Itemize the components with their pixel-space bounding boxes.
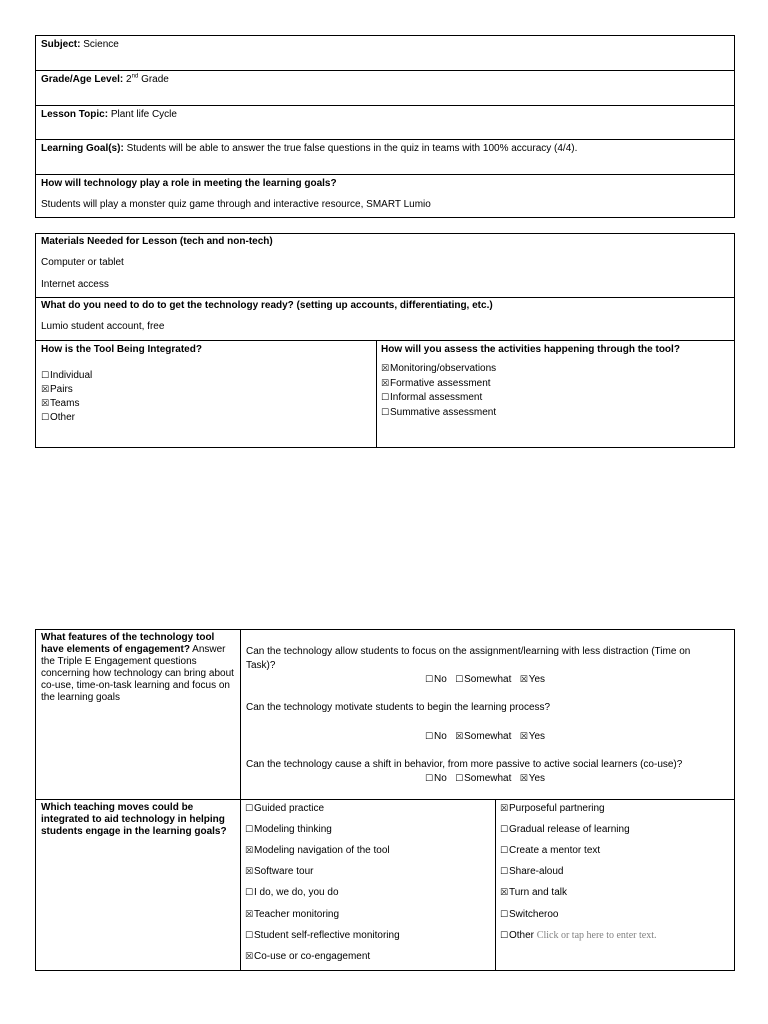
checkbox-icon[interactable]: ☐ xyxy=(425,675,434,685)
materials-label: Materials Needed for Lesson (tech and non-tech) xyxy=(41,236,273,247)
assess-label: How will you assess the activities happening through the tool? xyxy=(381,344,680,355)
checkbox-icon[interactable]: ☒ xyxy=(245,910,254,920)
assess-option[interactable]: ☐Informal assessment xyxy=(381,392,483,403)
grade-suffix: Grade xyxy=(141,74,169,85)
learning-goal-value: Students will be able to answer the true false questions in the quiz in teams with 100% accuracy (4/4). xyxy=(126,143,578,154)
integrated-option[interactable]: ☐Individual xyxy=(41,370,93,381)
grade-number: 2 xyxy=(126,74,132,85)
topic-row xyxy=(36,106,734,140)
checkbox-icon[interactable]: ☒ xyxy=(245,846,254,856)
assess-option[interactable]: ☒Formative assessment xyxy=(381,378,491,389)
materials-item: Internet access xyxy=(41,279,109,290)
checkbox-icon[interactable]: ☒ xyxy=(41,385,50,395)
engagement-table xyxy=(35,629,735,971)
question-2-answers: ☐No ☒Somewhat ☒Yes xyxy=(425,731,546,742)
checkbox-icon[interactable]: ☐ xyxy=(381,393,390,403)
checkbox-icon[interactable]: ☐ xyxy=(500,867,509,877)
checkbox-icon[interactable]: ☐ xyxy=(425,774,434,784)
other-text-field[interactable]: Click or tap here to enter text. xyxy=(536,930,657,941)
tech-role-row xyxy=(36,175,734,217)
lesson-info-table xyxy=(35,35,735,218)
move-option[interactable]: ☐Create a mentor text xyxy=(500,845,601,856)
checkbox-icon[interactable]: ☒ xyxy=(519,732,528,742)
grade-ordinal: nd xyxy=(131,73,139,80)
integrated-option[interactable]: ☒Teams xyxy=(41,398,80,409)
grade-label: Grade/Age Level: xyxy=(41,74,124,85)
tech-ready-value: Lumio student account, free xyxy=(41,321,165,332)
checkbox-icon[interactable]: ☐ xyxy=(455,675,464,685)
checkbox-icon[interactable]: ☐ xyxy=(500,846,509,856)
integrated-label: How is the Tool Being Integrated? xyxy=(41,344,202,355)
question-2: Can the technology motivate students to begin the learning process? xyxy=(246,702,551,713)
checkbox-icon[interactable]: ☒ xyxy=(245,867,254,877)
checkbox-icon[interactable]: ☐ xyxy=(500,825,509,835)
tech-role-label: How will technology play a role in meeting the learning goals? xyxy=(41,178,337,189)
move-option[interactable]: ☐Guided practice xyxy=(245,803,325,814)
move-option[interactable]: ☒Modeling navigation of the tool xyxy=(245,845,390,856)
checkbox-icon[interactable]: ☒ xyxy=(519,774,528,784)
move-option[interactable]: ☐Gradual release of learning xyxy=(500,824,630,835)
tech-ready-row xyxy=(36,298,734,341)
question-1-answers: ☐No ☐Somewhat ☒Yes xyxy=(425,674,546,685)
move-option-other[interactable]: ☐Other Click or tap here to enter text. xyxy=(500,930,657,941)
move-option[interactable]: ☐Modeling thinking xyxy=(245,824,332,835)
learning-goal-row xyxy=(36,140,734,175)
learning-goal-label: Learning Goal(s): xyxy=(41,143,124,154)
checkbox-icon[interactable]: ☐ xyxy=(245,804,254,814)
checkbox-icon[interactable]: ☐ xyxy=(41,413,50,423)
question-1-line1: Can the technology allow students to focus on the assignment/learning with less distraction (Time on xyxy=(246,646,691,657)
checkbox-icon[interactable]: ☒ xyxy=(245,952,254,962)
checkbox-icon[interactable]: ☐ xyxy=(455,774,464,784)
checkbox-icon[interactable]: ☐ xyxy=(500,931,509,941)
move-option[interactable]: ☐Share-aloud xyxy=(500,866,564,877)
grade-row xyxy=(36,71,734,106)
move-option[interactable]: ☒Software tour xyxy=(245,866,314,877)
tech-role-value: Students will play a monster quiz game through and interactive resource, SMART Lumio xyxy=(41,199,431,210)
question-1-line2: Task)? xyxy=(246,660,276,671)
checkbox-icon[interactable]: ☐ xyxy=(500,910,509,920)
subject-row xyxy=(36,36,734,71)
checkbox-icon[interactable]: ☒ xyxy=(381,364,390,374)
move-option[interactable]: ☒Co-use or co-engagement xyxy=(245,951,371,962)
checkbox-icon[interactable]: ☒ xyxy=(500,888,509,898)
subject-label: Subject: xyxy=(41,39,81,50)
topic-value: Plant life Cycle xyxy=(110,109,177,120)
engagement-title: What features of the technology tool have elements of engagement? xyxy=(41,632,215,655)
materials-row xyxy=(36,234,734,298)
integration-assessment-row xyxy=(36,341,734,447)
move-option[interactable]: ☐Student self-reflective monitoring xyxy=(245,930,400,941)
checkbox-icon[interactable]: ☐ xyxy=(41,371,50,381)
checkbox-icon[interactable]: ☒ xyxy=(519,675,528,685)
checkbox-icon[interactable]: ☒ xyxy=(41,399,50,409)
move-option[interactable]: ☒Purposeful partnering xyxy=(500,803,605,814)
integrated-option[interactable]: ☐Other xyxy=(41,412,76,423)
move-option[interactable]: ☐Switcheroo xyxy=(500,909,559,920)
move-option[interactable]: ☒Turn and talk xyxy=(500,887,567,898)
checkbox-icon[interactable]: ☒ xyxy=(381,379,390,389)
materials-item: Computer or tablet xyxy=(41,257,124,268)
engagement-instructions: Answer the Triple E Engagement questions concerning how technology can bring about co-use, time-on-task learning and focus on the learning goals xyxy=(41,644,234,703)
checkbox-icon[interactable]: ☒ xyxy=(500,804,509,814)
assess-option[interactable]: ☒Monitoring/observations xyxy=(381,363,497,374)
subject-value: Science xyxy=(83,39,119,50)
move-option[interactable]: ☒Teacher monitoring xyxy=(245,909,340,920)
checkbox-icon[interactable]: ☐ xyxy=(245,825,254,835)
checkbox-icon[interactable]: ☐ xyxy=(425,732,434,742)
checkbox-icon[interactable]: ☐ xyxy=(245,888,254,898)
checkbox-icon[interactable]: ☐ xyxy=(381,408,390,418)
materials-table xyxy=(35,233,735,448)
topic-label: Lesson Topic: xyxy=(41,109,109,120)
tech-ready-label: What do you need to do to get the technology ready? (setting up accounts, differentiating, etc.) xyxy=(41,300,493,311)
checkbox-icon[interactable]: ☒ xyxy=(455,732,464,742)
checkbox-icon[interactable]: ☐ xyxy=(245,931,254,941)
teaching-moves-title: Which teaching moves could be integrated to aid technology in helping students engage in the learning goals? xyxy=(41,802,227,837)
question-3: Can the technology cause a shift in behavior, from more passive to active social learners (co-use)? xyxy=(246,759,683,770)
integrated-option[interactable]: ☒Pairs xyxy=(41,384,73,395)
question-3-answers: ☐No ☐Somewhat ☒Yes xyxy=(425,773,546,784)
move-option[interactable]: ☐I do, we do, you do xyxy=(245,887,339,898)
assess-option[interactable]: ☐Summative assessment xyxy=(381,407,497,418)
